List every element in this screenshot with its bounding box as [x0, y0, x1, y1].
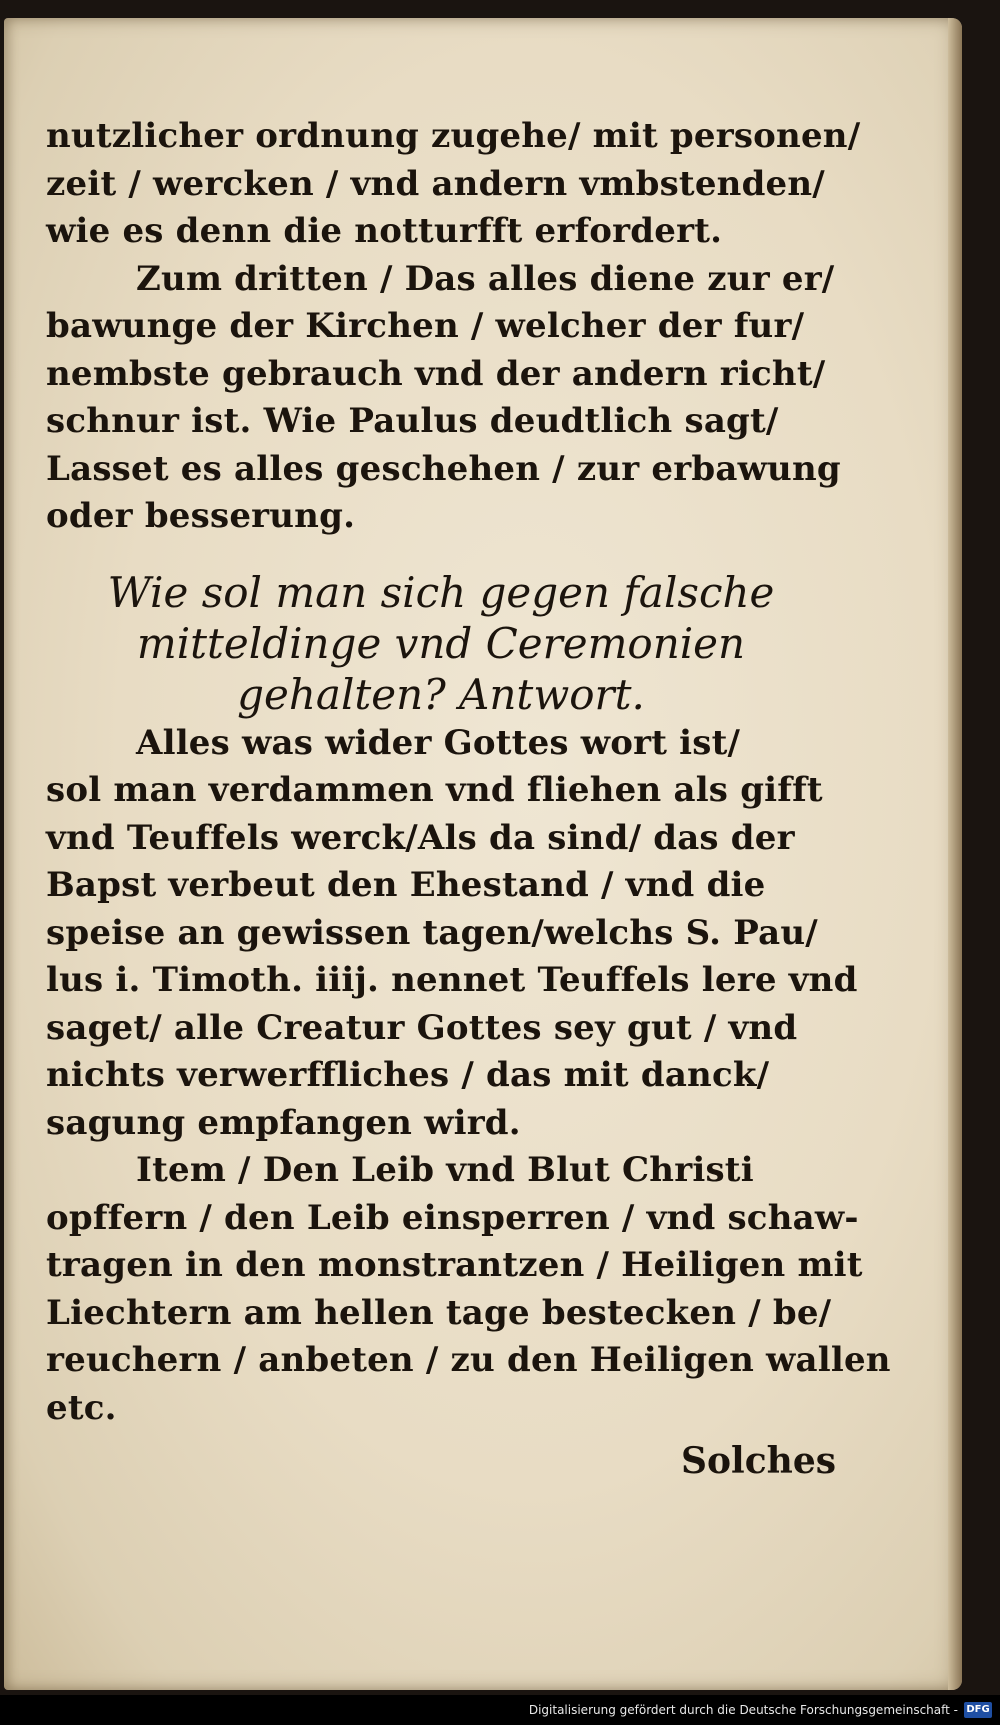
text-line: etc.: [46, 1387, 117, 1428]
text-line: Bapst verbeut den Ehestand / vnd die: [46, 865, 766, 905]
heading-line: Wie sol man sich gegen falsche: [107, 567, 775, 617]
text-line: Liechtern am hellen tage bestecken / be/: [46, 1292, 832, 1333]
page-text: [46, 113, 891, 1486]
text-line: zeit / wercken / vnd andern vmbstenden/: [46, 163, 825, 204]
text-line: tragen in den monstrantzen / Heiligen mit: [46, 1245, 863, 1285]
text-line: reuchern / anbeten / zu den Heiligen wallen: [46, 1340, 891, 1380]
text-line: nichts verwerffliches / das mit danck/: [46, 1055, 770, 1095]
text-line: bawunge der Kirchen / welcher der fur/: [46, 306, 805, 346]
paragraph-2: [46, 256, 841, 541]
paragraph-4: [46, 1147, 891, 1432]
text-line: sagung empfangen wird.: [46, 1102, 521, 1143]
text-line: Lasset es alles geschehen / zur erbawung: [46, 448, 841, 489]
dfg-logo: DFG: [964, 1702, 992, 1718]
funding-footer: Digitalisierung gefördert durch die Deutsche Forschungsgemeinschaft -: [0, 1695, 1000, 1725]
spacer: [46, 541, 836, 567]
text-line: nutzlicher ordnung zugehe/ mit personen/: [46, 116, 861, 156]
text-line: schnur ist. Wie Paulus deudtlich sagt/: [46, 401, 779, 441]
text-line: Zum dritten / Das alles diene zur er/: [136, 258, 835, 299]
text-line: opffern / den Leib einsperren / vnd schaw-: [46, 1197, 859, 1238]
paragraph-3: [46, 720, 858, 1148]
text-line: Item / Den Leib vnd Blut Christi: [136, 1150, 754, 1190]
text-line: vnd Teuffels werck/Als da sind/ das der: [46, 817, 795, 858]
text-line: Alles was wider Gottes wort ist/: [136, 722, 741, 763]
text-line: oder besserung.: [46, 496, 356, 536]
heading-line: gehalten? Antwort.: [237, 669, 645, 719]
book-page: [4, 18, 962, 1690]
catchword: Solches: [681, 1440, 836, 1482]
page-edge: [948, 18, 962, 1690]
text-line: wie es denn die notturfft erfordert.: [46, 211, 723, 251]
paragraph-1: [46, 113, 861, 256]
text-line: speise an gewissen tagen/welchs S. Pau/: [46, 912, 818, 953]
text-line: nembste gebrauch vnd der andern richt/: [46, 353, 826, 394]
section-heading: [46, 567, 836, 720]
heading-line: mitteldinge vnd Ceremonien: [136, 618, 746, 668]
text-line: saget/ alle Creatur Gottes sey gut / vnd: [46, 1007, 798, 1048]
text-line: lus i. Timoth. iiij. nennet Teuffels lere vnd: [46, 960, 858, 1000]
text-line: sol man verdammen vnd fliehen als gifft: [46, 770, 823, 810]
